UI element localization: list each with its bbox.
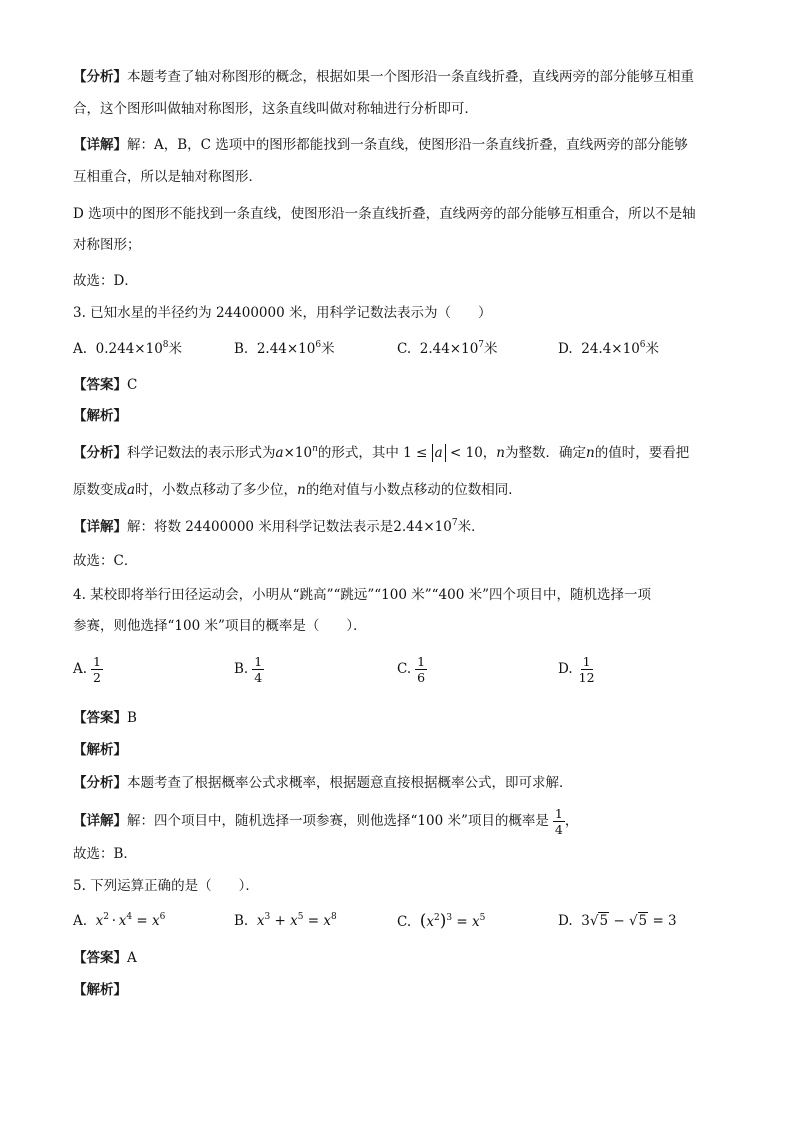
q3-stem: 3. 已知水星的半径约为 24400000 米，用科学记数法表示为（ ） xyxy=(73,305,492,321)
option-label: A. xyxy=(73,913,88,929)
detail-tag: 【详解】 xyxy=(73,519,127,535)
option-label: D. xyxy=(558,661,573,677)
q2-analysis-line-1 xyxy=(73,67,694,87)
option-exponent: 7 xyxy=(478,340,485,350)
q4-stem-line-1: 4. 某校即将举行田径运动会，小明从“跳高”“跳远”“100 米”“400 米”四个项目中，随机选择一项 xyxy=(73,587,652,603)
option-label: C. xyxy=(397,661,412,677)
q2-detail-text-1: 解：A，B，C 选项中的图形都能找到一条直线，使图形沿一条直线折叠，直线两旁的部分能够 xyxy=(127,137,688,153)
q3-choice: 故选：C． xyxy=(73,553,138,569)
answer-value: C xyxy=(127,377,138,393)
math-exponent: 5 xyxy=(297,912,304,922)
option-unit: 米 xyxy=(321,341,335,357)
math-inequality: 1 ≤ xyxy=(403,445,428,461)
fraction-numerator: 1 xyxy=(254,654,263,669)
answer-tag: 【答案】 xyxy=(73,950,127,966)
option-label: A. xyxy=(73,341,88,357)
math-exponent: 8 xyxy=(330,912,337,922)
q3-analysis-line-2 xyxy=(73,480,522,500)
detail-text: ， xyxy=(564,813,579,829)
q2-detail-line-4: 对称图形； xyxy=(73,237,141,253)
math-var-x: x xyxy=(472,914,480,930)
math-exponent: 2 xyxy=(434,913,440,923)
fraction-denominator: 4 xyxy=(554,822,563,837)
math-var-x: x xyxy=(151,913,160,929)
analysis-text: 本题考查了根据概率公式求概率，根据题意直接根据概率公式，即可求解． xyxy=(127,775,573,791)
answer-value: A xyxy=(127,950,137,966)
jiexi-tag: 【解析】 xyxy=(73,982,127,998)
math-coefficient: 2.44×10 xyxy=(393,519,452,535)
answer-value: B xyxy=(127,710,137,726)
math-var-x: x xyxy=(426,914,434,930)
math-operator: · xyxy=(111,913,116,929)
q5-option-c xyxy=(397,911,485,932)
math-times-ten: ×10 xyxy=(283,445,313,461)
option-label: D. xyxy=(558,913,573,929)
math-var-x: x xyxy=(290,913,298,929)
q2-detail-line-2: 互相重合，所以是轴对称图形． xyxy=(73,169,262,185)
q4-option-a xyxy=(73,654,103,685)
option-label: D. xyxy=(558,341,573,357)
q3-option-c xyxy=(397,339,498,359)
q3-option-b xyxy=(234,339,335,359)
q4-option-b xyxy=(234,654,264,685)
fraction-denominator: 4 xyxy=(254,670,263,685)
math-abs-a: a xyxy=(432,444,446,462)
q2-analysis-line-2: 合，这个图形叫做轴对称图形，这条直线叫做对称轴进行分析即可． xyxy=(73,101,478,117)
q4-option-d xyxy=(558,654,597,685)
math-operator: = xyxy=(456,914,468,930)
fraction-numerator: 1 xyxy=(554,806,563,821)
analysis-text: 为整数．确定 xyxy=(505,445,586,461)
math-var-n: n xyxy=(586,445,595,461)
option-coefficient: 2.44×10 xyxy=(419,341,479,357)
fraction-denominator: 2 xyxy=(93,670,101,685)
fraction-numerator: 1 xyxy=(582,654,591,669)
fraction xyxy=(415,654,427,685)
analysis-text: 的值时，要看把 xyxy=(594,445,690,461)
math-coefficient: 3 xyxy=(581,913,590,929)
math-var-n: n xyxy=(496,445,505,461)
math-var-x: x xyxy=(256,913,265,929)
answer-tag: 【答案】 xyxy=(73,377,127,393)
q4-jiexi-heading xyxy=(73,740,127,760)
q4-analysis xyxy=(73,773,573,793)
q3-analysis-line-1 xyxy=(73,443,689,463)
detail-tag: 【详解】 xyxy=(73,137,127,153)
option-label: C. xyxy=(397,914,412,930)
sqrt-radicand: 5 xyxy=(599,913,609,929)
math-operator: = xyxy=(307,913,320,929)
sqrt-symbol: √5 xyxy=(628,913,648,929)
math-result: 3 xyxy=(668,913,677,929)
math-var-n: n xyxy=(297,482,306,498)
sqrt-radicand: 5 xyxy=(638,913,648,929)
math-var-x: x xyxy=(95,913,104,929)
q5-jiexi-heading xyxy=(73,980,127,1000)
analysis-tag: 【分析】 xyxy=(73,69,127,85)
math-exponent: 6 xyxy=(159,912,166,922)
q2-detail-line-3: D 选项中的图形不能找到一条直线，使图形沿一条直线折叠，直线两旁的部分能够互相重合，所以不是轴 xyxy=(73,206,696,222)
detail-text: 米． xyxy=(457,519,485,535)
math-operator: − xyxy=(613,913,625,929)
q4-option-c xyxy=(397,654,427,685)
q5-option-a xyxy=(73,911,165,931)
math-operator: = xyxy=(652,913,664,929)
option-exponent: 6 xyxy=(639,340,646,350)
option-unit: 米 xyxy=(484,341,498,357)
q2-choice: 故选：D． xyxy=(73,273,138,289)
math-inequality: < 10， xyxy=(450,445,497,461)
analysis-tag: 【分析】 xyxy=(73,445,127,461)
fraction xyxy=(577,654,597,685)
option-coefficient: 2.44×10 xyxy=(256,341,316,357)
detail-text: 解：四个项目中，随机选择一项参赛，则他选择“100 米”项目的概率是 xyxy=(127,813,549,829)
math-var-a: a xyxy=(275,445,284,461)
option-label: B. xyxy=(234,341,249,357)
math-exponent: 5 xyxy=(479,913,486,923)
option-coefficient: 0.244×10 xyxy=(95,341,163,357)
fraction-numerator: 1 xyxy=(417,654,426,669)
option-exponent: 6 xyxy=(315,340,322,350)
analysis-text: 时，小数点移动了多少位， xyxy=(135,482,298,498)
q3-option-a xyxy=(73,339,182,359)
q4-answer xyxy=(73,708,137,728)
q3-option-d xyxy=(558,339,659,359)
analysis-tag: 【分析】 xyxy=(73,775,127,791)
math-paren: ) xyxy=(439,911,447,931)
math-operator: + xyxy=(274,913,286,929)
option-unit: 米 xyxy=(645,341,660,357)
q3-answer xyxy=(73,375,137,395)
jiexi-tag: 【解析】 xyxy=(73,742,127,758)
math-exp-n: n xyxy=(312,444,318,454)
q3-jiexi-heading xyxy=(73,406,127,426)
q2-analysis-text-1: 本题考查了轴对称图形的概念，根据如果一个图形沿一条直线折叠，直线两旁的部分能够互相重 xyxy=(127,69,694,85)
math-paren: ( xyxy=(419,911,427,931)
math-var-x: x xyxy=(118,913,127,929)
option-label: B. xyxy=(234,913,249,929)
math-exponent: 4 xyxy=(126,912,133,922)
detail-tag: 【详解】 xyxy=(73,813,127,829)
math-exponent: 3 xyxy=(264,912,271,922)
sqrt-symbol: √5 xyxy=(589,913,609,929)
q5-option-d xyxy=(558,911,677,931)
detail-text: 解：将数 24400000 米用科学记数法表示是 xyxy=(127,519,394,535)
q4-detail xyxy=(73,806,578,837)
analysis-text: 原数变成 xyxy=(73,482,127,498)
math-exponent: 2 xyxy=(103,912,109,922)
fraction-denominator: 6 xyxy=(417,670,426,685)
fraction xyxy=(91,654,103,685)
analysis-text: 的形式，其中 xyxy=(317,445,399,461)
q5-answer xyxy=(73,948,137,968)
q5-option-b xyxy=(234,911,337,931)
analysis-text: 的绝对值与小数点移动的位数相同． xyxy=(305,482,522,498)
q4-choice: 故选：B． xyxy=(73,846,137,862)
analysis-text: 科学记数法的表示形式为 xyxy=(127,445,276,461)
fraction xyxy=(252,654,264,685)
q4-stem-line-2: 参赛，则他选择“100 米”项目的概率是（ ）． xyxy=(73,618,367,634)
fraction-numerator: 1 xyxy=(93,654,101,669)
option-label: B. xyxy=(234,661,249,677)
math-operator: = xyxy=(136,913,148,929)
option-unit: 米 xyxy=(168,341,183,357)
jiexi-tag: 【解析】 xyxy=(73,408,127,424)
option-exponent: 8 xyxy=(162,340,169,350)
option-coefficient: 24.4×10 xyxy=(581,341,640,357)
fraction xyxy=(553,806,565,837)
q2-detail-line-1 xyxy=(73,135,688,155)
answer-tag: 【答案】 xyxy=(73,710,127,726)
math-exponent: 7 xyxy=(451,518,458,528)
fraction-denominator: 12 xyxy=(578,670,595,685)
math-var-a: a xyxy=(127,482,136,498)
math-var-x: x xyxy=(323,913,331,929)
option-label: C. xyxy=(397,341,412,357)
q5-stem: 5. 下列运算正确的是（ ）． xyxy=(73,878,259,894)
option-label: A. xyxy=(73,661,88,677)
math-exponent: 3 xyxy=(446,913,453,923)
q3-detail xyxy=(73,517,485,537)
